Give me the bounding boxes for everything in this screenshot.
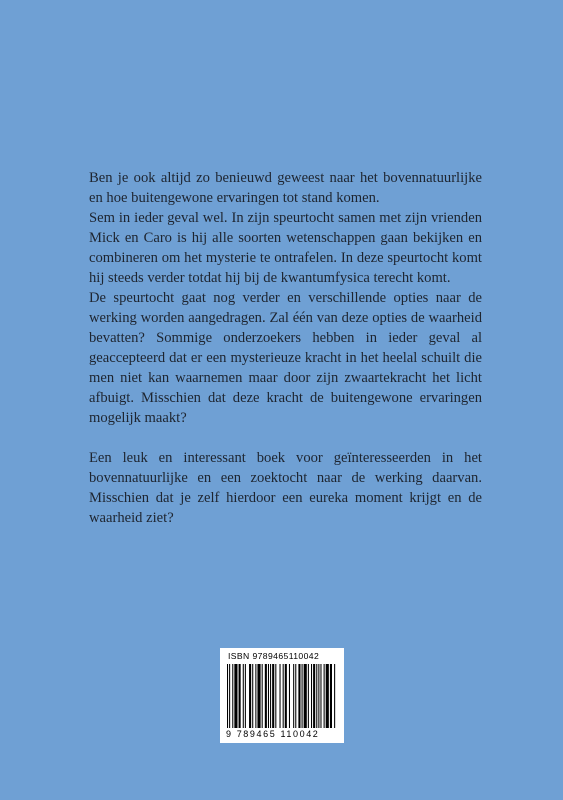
barcode-bar [326, 664, 329, 728]
barcode-bar [285, 664, 287, 728]
barcode-bar [293, 664, 294, 728]
barcode-bar [243, 664, 244, 728]
barcode-bar [324, 664, 325, 728]
barcode-bar [257, 664, 260, 728]
barcode-bars [225, 664, 339, 730]
barcode-bar [272, 664, 274, 728]
barcode-bar [289, 664, 290, 728]
barcode-bar [295, 664, 296, 728]
barcode-bar [275, 664, 276, 728]
barcode-bar [245, 664, 246, 728]
back-cover-blurb [89, 168, 482, 528]
barcode-bar [249, 664, 251, 728]
isbn-label: ISBN 9789465110042 [228, 651, 320, 661]
barcode-bar [330, 664, 332, 728]
isbn-barcode [220, 648, 344, 743]
barcode-bar [304, 664, 307, 728]
barcode-bar [252, 664, 253, 728]
barcode-bar [265, 664, 267, 728]
barcode-bar [334, 664, 335, 728]
barcode-bar [283, 664, 284, 728]
barcode-bar [320, 664, 321, 728]
barcode-bar [308, 664, 309, 728]
blurb-paragraph-3: De speurtocht gaat nog verder en verschillende opties naar de werking worden aangedragen. Zal één van deze opties de waarheid bevatten? Sommige onderzoekers hebben in ieder geval al geaccepteerd dat er een mysterieuze kracht in het heelal schuilt die men niet kan waarnemen maar door zijn zwaartekracht het licht afbuigt. Misschien dat deze kracht de buitengewone ervaringen mogelijk maakt? [89, 290, 482, 426]
barcode-bar [302, 664, 303, 728]
barcode-bar [227, 664, 228, 728]
barcode-bar [280, 664, 281, 728]
barcode-bar [229, 664, 230, 728]
blurb-paragraph-2: Sem in ieder geval wel. In zijn speurtocht samen met zijn vrienden Mick en Caro is hij alle soorten wetenschappen gaan bekijken en combineren om het mysterie te ontrafelen. In deze speurtocht komt hij steeds verder totdat hij bij de kwantumfysica terecht komt. [89, 210, 482, 286]
barcode-bar [311, 664, 312, 728]
barcode-bar [262, 664, 263, 728]
barcode-bar [270, 664, 271, 728]
barcode-bar [313, 664, 315, 728]
barcode-bar [318, 664, 319, 728]
barcode-bar [234, 664, 237, 728]
barcode-digits: 9 789465 110042 [226, 729, 320, 739]
blurb-paragraph-1: Ben je ook altijd zo benieuwd geweest naar het bovennatuurlijke en hoe buitengewone ervaringen tot stand komen. [89, 170, 482, 206]
blurb-paragraph-4: Een leuk en interessant boek voor geïnteresseerden in het bovennatuurlijke en een zoektocht naar de werking daarvan. Misschien dat je zelf hierdoor een eureka moment krijgt en de waarheid ziet? [89, 450, 482, 526]
barcode-bar [232, 664, 233, 728]
barcode-bar [268, 664, 269, 728]
barcode-bar [239, 664, 241, 728]
barcode-bar [298, 664, 300, 728]
barcode-bar [316, 664, 317, 728]
barcode-bar [255, 664, 256, 728]
